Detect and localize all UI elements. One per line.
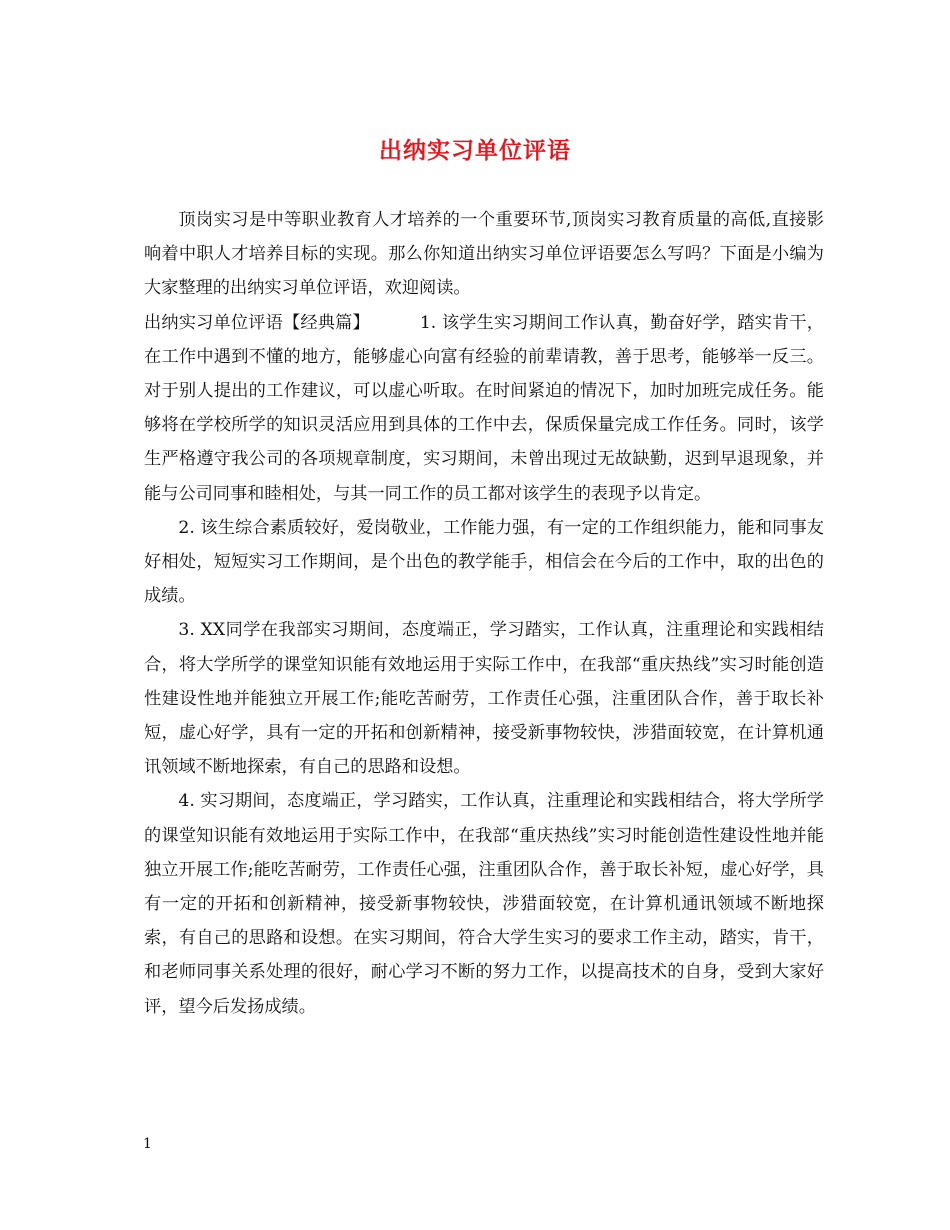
section-paragraph-3: 3. XX同学在我部实习期间，态度端正，学习踏实，工作认真，注重理论和实践相结合，将大学所学的课堂知识能有效地运用于实际工作中，在我部“重庆热线”实习时能创造性建设性地并能独立开展工作;能吃苦耐劳，工作责任心强，注重团队合作，善于取长补短，虚心好学，具有一定的开拓和创新精神，接受新事物较快，涉猎面较宽，在计算机通讯领域不断地探索，有自己的思路和设想。 [144, 620, 824, 778]
intro-paragraph: 顶岗实习是中等职业教育人才培养的一个重要环节,顶岗实习教育质量的高低,直接影响着中职人才培养目标的实现。那么你知道出纳实习单位评语要怎么写吗？下面是小编为大家整理的出纳实习单位评语，欢迎阅读。 [144, 210, 824, 299]
document-title: 出纳实习单位评语 [379, 137, 571, 164]
page-number: 1 [143, 1136, 152, 1152]
document-body [144, 203, 824, 1024]
section-heading: 出纳实习单位评语【经典篇】 [144, 312, 370, 333]
section-paragraph-2: 2. 该生综合素质较好，爱岗敬业，工作能力强，有一定的工作组织能力，能和同事友好相处，短短实习工作期间，是个出色的教学能手，相信会在今后的工作中，取的出色的成绩。 [144, 517, 824, 607]
section-paragraph-1 [144, 306, 824, 511]
section-paragraph-4: 4. 实习期间，态度端正，学习踏实，工作认真，注重理论和实践相结合，将大学所学的课堂知识能有效地运用于实际工作中，在我部“重庆热线”实习时能创造性建设性地并能独立开展工作;能吃苦耐劳，工作责任心强，注重团队合作，善于取长补短，虚心好学，具有一定的开拓和创新精神，接受新事物较快，涉猎面较宽，在计算机通讯领域不断地探索，有自己的思路和设想。在实习期间，符合大学生实习的要求工作主动，踏实，肯干，和老师同事关系处理的很好，耐心学习不断的努力工作，以提高技术的自身，受到大家好评，望今后发扬成绩。 [144, 791, 824, 1017]
paragraph-1-text: 1. 该学生实习期间工作认真，勤奋好学，踏实肯干，在工作中遇到不懂的地方，能够虚心向富有经验的前辈请教，善于思考，能够举一反三。对于别人提出的工作建议，可以虚心听取。在时间紧迫的情况下，加时加班完成任务。能够将在学校所学的知识灵活应用到具体的工作中去，保质保量完成工作任务。同时，该学生严格遵守我公司的各项规章制度，实习期间，未曾出现过无故缺勤，迟到早退现象，并能与公司同事和睦相处，与其一同工作的员工都对该学生的表现予以肯定。 [144, 312, 824, 504]
